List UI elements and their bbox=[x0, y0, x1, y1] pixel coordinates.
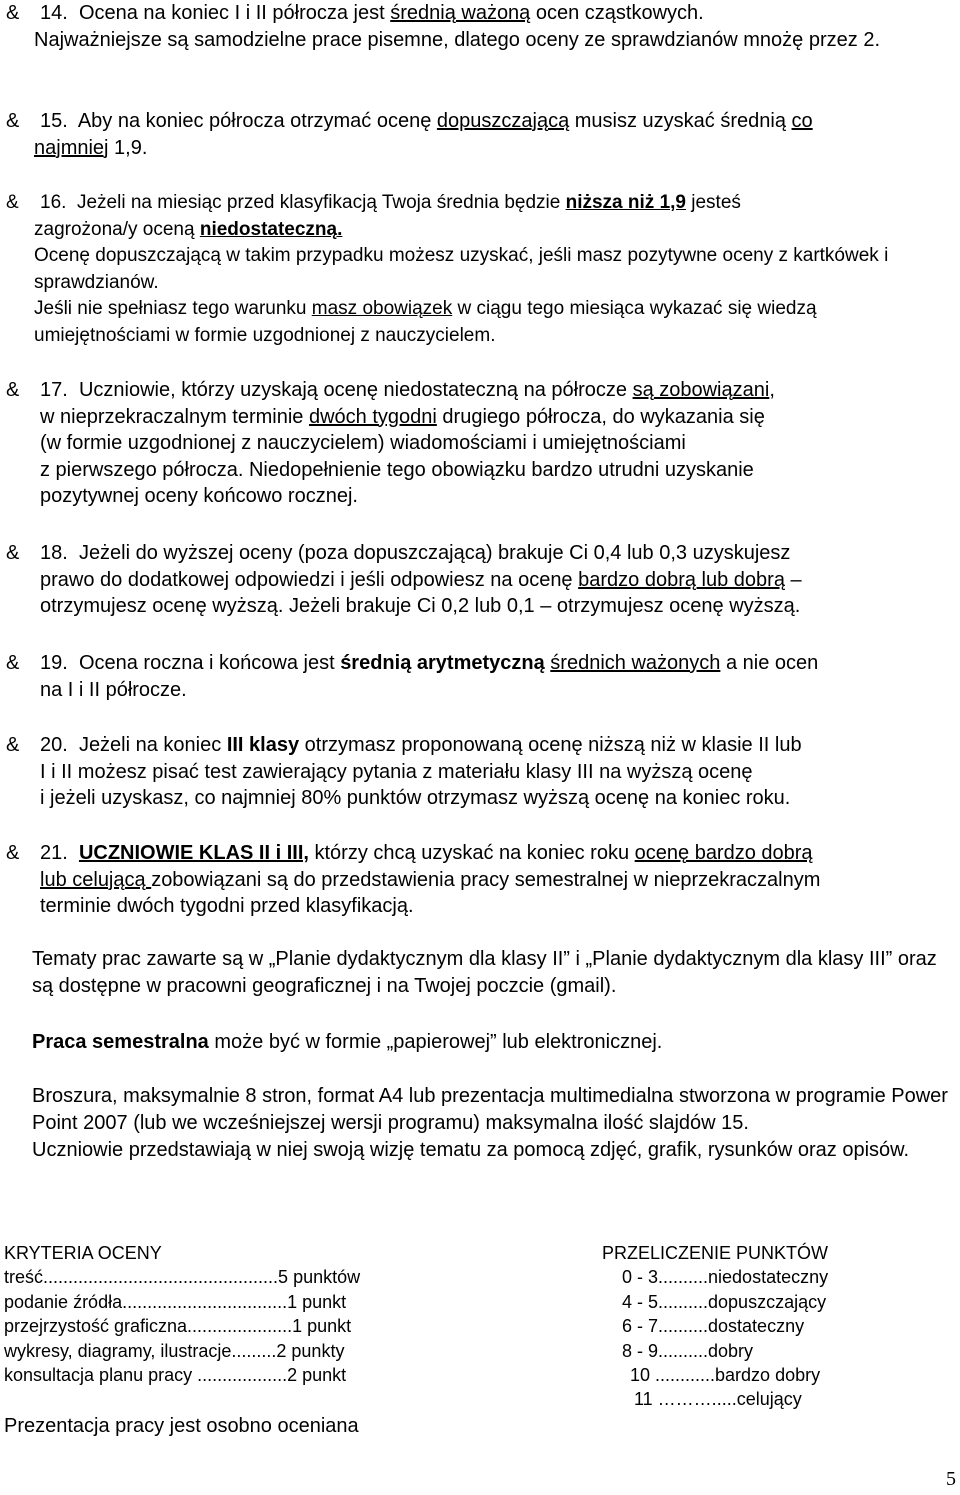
rule-underlined-text: masz obowiązek bbox=[311, 298, 453, 319]
rule-text: w ciągu tego miesiąca wykazać się wiedzą umiejętnościami w formie uzgodnionej z nauczycielem. bbox=[34, 298, 817, 346]
rule-16 bbox=[6, 190, 951, 349]
rule-text: Jeśli nie spełniasz tego warunku bbox=[34, 298, 312, 319]
conversion-item: 10 ............bardzo dobry bbox=[630, 1365, 821, 1386]
rule-marker: & bbox=[6, 379, 20, 401]
rule-text: Ocena roczna i końcowa jest bbox=[78, 652, 341, 674]
criteria-item: podanie źródła.................................1 punkt bbox=[4, 1291, 347, 1312]
rule-text: otrzymujesz ocenę wyższą. Jeżeli brakuje Ci 0,2 lub 0,1 – otrzymujesz ocenę wyższą. bbox=[40, 595, 801, 617]
rule-text: Jeżeli do wyższej oceny (poza dopuszczającą) brakuje Ci 0,4 lub 0,3 uzyskujesz bbox=[78, 542, 791, 564]
rule-number: 19. bbox=[40, 652, 68, 674]
rule-text: 1,9. bbox=[108, 136, 148, 159]
rule-underlined-text: średnią ważoną bbox=[390, 2, 531, 24]
rule-20 bbox=[6, 732, 951, 812]
rule-number: 16. bbox=[40, 192, 67, 213]
rule-marker: & bbox=[6, 192, 19, 213]
rule-underlined-text: lub celującą bbox=[40, 868, 152, 891]
rule-text: z pierwszego półrocza. Niedopełnienie tego obowiązku bardzo utrudni uzyskanie bbox=[40, 458, 754, 481]
rule-bold-text: niedostateczną. bbox=[199, 218, 343, 240]
rule-text: otrzymasz proponowaną ocenę niższą niż w klasie II lub bbox=[299, 734, 802, 756]
conversion-item: 6 - 7..........dostateczny bbox=[622, 1316, 805, 1337]
rule-17 bbox=[6, 377, 951, 510]
rule-text: Ocena na koniec I i II półrocza jest bbox=[78, 2, 391, 24]
criteria-list bbox=[4, 1241, 474, 1387]
rule-text: , bbox=[769, 379, 775, 401]
rule-underlined-text: średnich ważonych bbox=[550, 652, 721, 674]
topics-paragraph: Tematy prac zawarte są w „Planie dydaktycznym dla klasy II” i „Planie dydaktycznym dla klasy III” oraz są dostępne w pracowni geograficznej i na Twojej poczcie (gmail). bbox=[32, 948, 937, 997]
conversion-title: PRZELICZENIE PUNKTÓW bbox=[602, 1243, 829, 1263]
rule-number: 17. bbox=[40, 379, 68, 401]
conversion-list bbox=[602, 1241, 952, 1412]
rule-text: Jeżeli na miesiąc przed klasyfikacją Twoja średnia będzie bbox=[76, 192, 566, 213]
rule-underlined-text: ocenę bardzo dobrą bbox=[634, 842, 813, 864]
rule-bold-text: III klasy bbox=[226, 734, 300, 756]
rule-text: drugiego półrocza, do wykazania się bbox=[436, 405, 765, 428]
rule-underlined-text: dopuszczającą bbox=[436, 110, 570, 132]
paragraph-text: może być w formie „papierowej” lub elektronicznej. bbox=[208, 1031, 663, 1053]
rule-text: Ocenę dopuszczającą w takim przypadku możesz uzyskać, jeśli masz pozytywne oceny z kartkówek i sprawdzianów. bbox=[34, 245, 889, 293]
conversion-item: 11 ……….....celujący bbox=[634, 1389, 802, 1410]
paragraph-text: Broszura, maksymalnie 8 stron, format A4 lub prezentacja multimedialna stworzona w programie Power Point 2007 (lub we wcześniejszej wersji programu) maksymalna ilość slajdów 15. bbox=[32, 1085, 948, 1134]
rule-text: i jeżeli uzyskasz, co najmniej 80% punktów otrzymasz wyższą ocenę na koniec roku. bbox=[40, 787, 791, 809]
rule-number: 15. bbox=[40, 110, 68, 132]
rule-text: I i II możesz pisać test zawierający pytania z materiału klasy III na wyższą ocenę bbox=[40, 760, 753, 783]
rule-bold-text: UCZNIOWIE KLAS II i III, bbox=[78, 842, 309, 864]
rule-text: prawo do dodatkowej odpowiedzi i jeśli odpowiesz na ocenę bbox=[40, 568, 579, 591]
rule-text: na I i II półrocze. bbox=[40, 678, 187, 701]
rule-underlined-text: co bbox=[791, 110, 813, 132]
rule-marker: & bbox=[6, 110, 20, 132]
conversion-item: 4 - 5..........dopuszczający bbox=[622, 1291, 827, 1312]
criteria-title: KRYTERIA OCENY bbox=[4, 1243, 162, 1263]
rule-bold-text: średnią arytmetyczną bbox=[340, 652, 545, 674]
brochure-paragraph bbox=[32, 1083, 952, 1164]
rule-14 bbox=[6, 0, 951, 53]
rule-underlined-text: najmniej bbox=[34, 136, 109, 159]
rule-underlined-text: dwóch tygodni bbox=[308, 405, 437, 428]
footer-note: Prezentacja pracy jest osobno oceniana bbox=[4, 1415, 359, 1437]
rule-text: ocen cząstkowych. bbox=[530, 2, 704, 24]
rule-underlined-text: bardzo dobrą lub dobrą bbox=[578, 568, 785, 591]
conversion-item: 8 - 9..........dobry bbox=[622, 1340, 754, 1361]
rule-marker: & bbox=[6, 842, 20, 864]
rule-text: w nieprzekraczalnym terminie bbox=[40, 405, 309, 428]
rule-21 bbox=[6, 840, 951, 920]
rule-text: którzy chcą uzyskać na koniec roku bbox=[308, 842, 635, 864]
rule-number: 18. bbox=[40, 542, 68, 564]
rule-marker: & bbox=[6, 734, 20, 756]
rule-text: pozytywnej oceny końcowo rocznej. bbox=[40, 485, 358, 507]
criteria-item: konsultacja planu pracy ..................2 punkt bbox=[4, 1365, 347, 1386]
rule-underlined-text: są zobowiązani bbox=[632, 379, 770, 401]
rule-text: – bbox=[784, 568, 802, 591]
paragraph-text: Uczniowie przedstawiają w niej swoją wizję tematu za pomocą zdjęć, grafik, rysunków oraz opisów. bbox=[32, 1139, 910, 1161]
rule-marker: & bbox=[6, 652, 20, 674]
rule-text: Aby na koniec półrocza otrzymać ocenę bbox=[77, 110, 437, 132]
rule-number: 20. bbox=[40, 734, 68, 756]
rule-18 bbox=[6, 540, 951, 620]
rule-19 bbox=[6, 650, 951, 703]
rule-text: Najważniejsze są samodzielne prace pisemne, dlatego oceny ze sprawdzianów mnożę przez 2. bbox=[34, 28, 880, 51]
format-paragraph bbox=[32, 1029, 952, 1056]
criteria-item: treść...............................................5 punktów bbox=[4, 1267, 361, 1288]
rule-text: Jeżeli na koniec bbox=[78, 734, 227, 756]
rule-text: jesteś bbox=[685, 192, 741, 213]
bold-term: Praca semestralna bbox=[32, 1031, 209, 1053]
rule-number: 21. bbox=[40, 842, 68, 864]
rule-text: a nie ocen bbox=[720, 652, 819, 674]
conversion-item: 0 - 3..........niedostateczny bbox=[622, 1267, 829, 1288]
rule-text: zagrożona/y oceną bbox=[34, 218, 200, 240]
rule-text: zobowiązani są do przedstawienia pracy semestralnej w nieprzekraczalnym bbox=[151, 868, 821, 891]
rule-text: terminie dwóch tygodni przed klasyfikacją. bbox=[40, 895, 414, 917]
page-number: 5 bbox=[946, 1468, 956, 1490]
rule-15 bbox=[6, 108, 951, 161]
rule-text: Uczniowie, którzy uzyskają ocenę niedostateczną na półrocze bbox=[78, 379, 633, 401]
rule-marker: & bbox=[6, 542, 20, 564]
criteria-item: wykresy, diagramy, ilustracje.........2 punkty bbox=[4, 1340, 345, 1361]
rule-text: (w formie uzgodnionej z nauczycielem) wiadomościami i umiejętnościami bbox=[40, 432, 686, 454]
criteria-item: przejrzystość graficzna.....................1 punkt bbox=[4, 1316, 352, 1337]
rule-number: 14. bbox=[40, 2, 68, 24]
rule-text: musisz uzyskać średnią bbox=[569, 110, 792, 132]
rule-marker: & bbox=[6, 2, 20, 24]
rule-bold-text: niższa niż 1,9 bbox=[565, 192, 686, 213]
